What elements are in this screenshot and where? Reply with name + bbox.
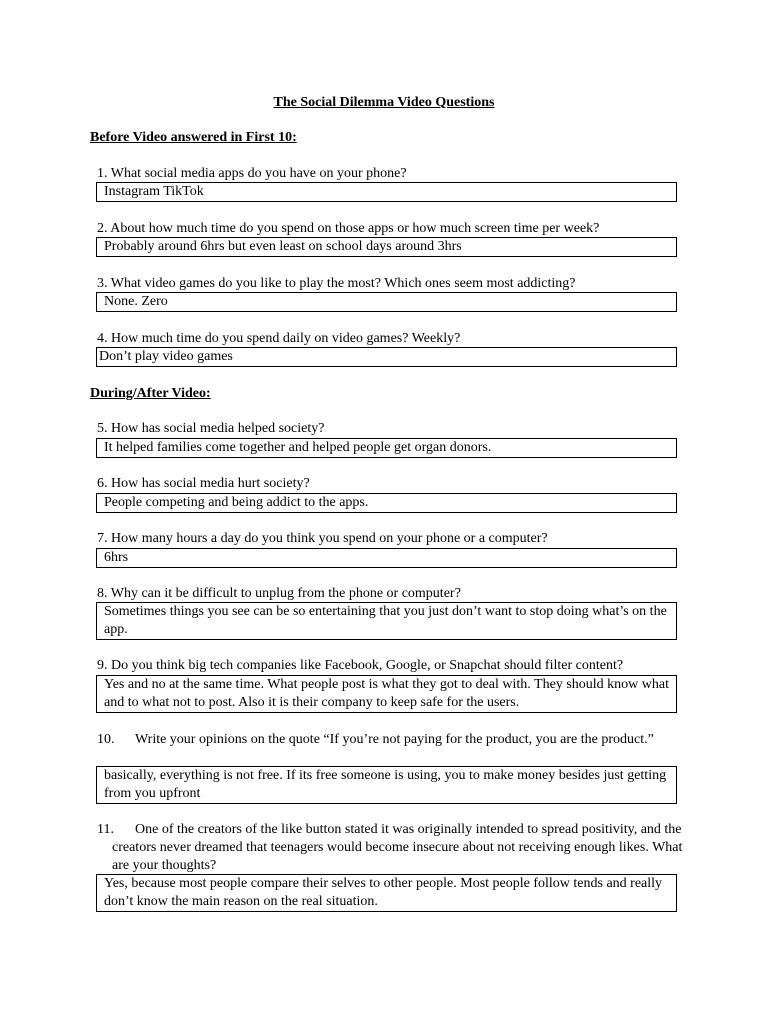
answer-box-1[interactable]: Instagram TikTok	[96, 182, 677, 202]
section-heading-before: Before Video answered in First 10:	[90, 130, 297, 145]
question-text: What social media apps do you have on your phone?	[110, 166, 407, 181]
question-number: 11.	[97, 822, 114, 837]
question-6	[97, 475, 687, 493]
answer-box-5[interactable]: It helped families come together and helped people get organ donors.	[96, 438, 677, 458]
question-number: 10.	[97, 732, 115, 747]
question-2	[97, 220, 687, 238]
answer-box-7[interactable]: 6hrs	[96, 548, 677, 568]
question-11	[97, 821, 702, 875]
question-text: How much time do you spend daily on video games? Weekly?	[111, 331, 461, 346]
question-number: 6.	[97, 476, 108, 491]
question-number: 9.	[97, 658, 108, 673]
answer-box-2[interactable]: Probably around 6hrs but even least on school days around 3hrs	[96, 237, 677, 257]
question-text: One of the creators of the like button stated it was originally intended to spread positivity, and the creators never dreamed that teenagers would become insecure about not receiving enough likes. What are your thoughts?	[112, 822, 683, 873]
question-9	[97, 657, 697, 675]
question-8	[97, 585, 687, 603]
answer-box-8[interactable]: Sometimes things you see can be so entertaining that you just don’t want to stop doing what’s on the app.	[96, 602, 677, 640]
answer-box-4[interactable]: Don’t play video games	[96, 347, 677, 367]
question-number: 8.	[97, 586, 108, 601]
question-number: 3.	[97, 276, 108, 291]
question-text: Write your opinions on the quote “If you’re not paying for the product, you are the product.”	[135, 732, 654, 747]
answer-box-6[interactable]: People competing and being addict to the apps.	[96, 493, 677, 513]
question-text: Why can it be difficult to unplug from the phone or computer?	[110, 586, 461, 601]
question-number: 1.	[97, 166, 108, 181]
answer-box-10[interactable]: basically, everything is not free. If its free someone is using, you to make money besides just getting from you upfront	[96, 766, 677, 804]
question-text: How many hours a day do you think you spend on your phone or a computer?	[111, 531, 548, 546]
answer-box-11[interactable]: Yes, because most people compare their selves to other people. Most people follow tends and really don’t know the main reason on the real situation.	[96, 874, 677, 912]
question-text: What video games do you like to play the most? Which ones seem most addicting?	[110, 276, 576, 291]
question-text: How has social media hurt society?	[111, 476, 310, 491]
question-3	[97, 275, 687, 293]
question-number: 5.	[97, 421, 108, 436]
question-text: How has social media helped society?	[111, 421, 325, 436]
page-title: The Social Dilemma Video Questions	[273, 95, 495, 110]
question-4	[97, 330, 687, 348]
question-1	[97, 165, 687, 183]
question-text: Do you think big tech companies like Facebook, Google, or Snapchat should filter content?	[111, 658, 624, 673]
answer-box-3[interactable]: None. Zero	[96, 292, 677, 312]
question-number: 2.	[97, 221, 108, 236]
question-5	[97, 420, 687, 438]
question-text: About how much time do you spend on those apps or how much screen time per week?	[110, 221, 600, 236]
question-7	[97, 530, 687, 548]
answer-box-9[interactable]: Yes and no at the same time. What people post is what they got to deal with. They should know what and to what not to post. Also it is their company to keep safe for the users.	[96, 675, 677, 713]
question-10	[97, 731, 692, 749]
section-heading-during: During/After Video:	[90, 386, 211, 401]
question-number: 7.	[97, 531, 108, 546]
question-number: 4.	[97, 331, 108, 346]
